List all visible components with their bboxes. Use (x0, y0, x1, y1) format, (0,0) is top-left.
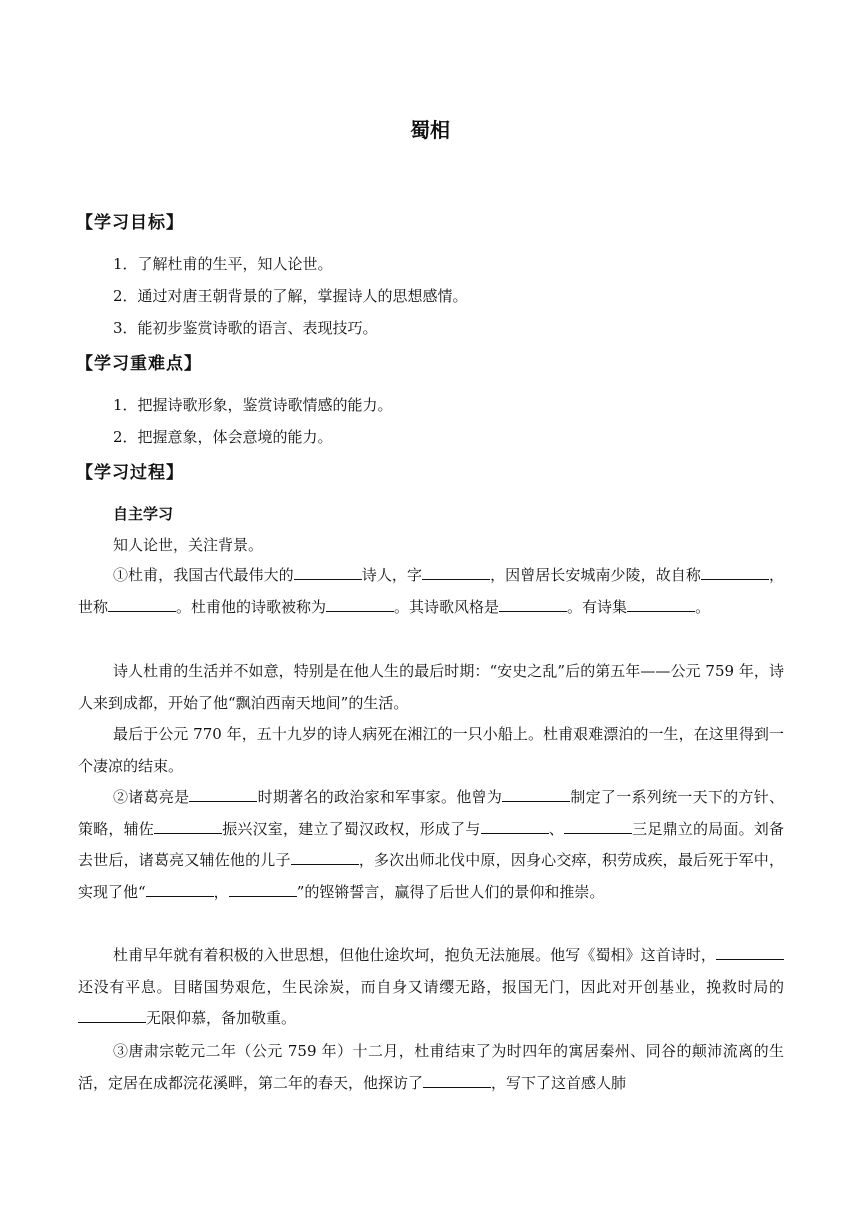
page-title: 蜀相 (410, 118, 450, 142)
fill-blank[interactable] (229, 881, 297, 897)
text-run: ， (213, 882, 229, 901)
text-run: 杜甫早年就有着积极的入世思想，但他仕途坎坷，抱负无法施展。他写《蜀相》这首诗时， (113, 946, 716, 964)
fill-blank[interactable] (146, 881, 214, 897)
section-heading-goals: 【学习目标】 (76, 213, 184, 233)
fill-blank[interactable] (499, 596, 567, 612)
text-run: 三足鼎立的局面。刘备去世后，诸葛亮又辅佐他的儿子 (78, 819, 784, 869)
goal-item: 2．通过对唐王朝背景的了解，掌握诗人的思想感情。 (113, 287, 468, 305)
text-run: ，多次出师北伐中原，因身心交瘁，积劳成疾，最后死于军中，实现了他“ (78, 851, 784, 901)
intro-text: 知人论世，关注背景。 (113, 536, 264, 554)
paragraph-du-fu (78, 560, 784, 623)
fill-blank[interactable] (701, 564, 769, 580)
paragraph-chengdu (78, 1036, 784, 1099)
text-run: ，世称 (78, 566, 784, 616)
text-run: 。 (695, 597, 711, 616)
text-run: ，写下了这首感人肺 (491, 1073, 627, 1092)
paragraph-zhuge-liang (78, 782, 784, 908)
fill-blank[interactable] (294, 564, 362, 580)
section-heading-key-points: 【学习重难点】 (76, 354, 202, 374)
fill-blank[interactable] (716, 944, 784, 960)
goal-item: 1．了解杜甫的生平，知人论世。 (113, 255, 333, 273)
fill-blank[interactable] (422, 564, 490, 580)
subheading-self-study: 自主学习 (113, 505, 174, 523)
fill-blank[interactable] (481, 818, 549, 834)
text-run: ②诸葛亮是 (113, 788, 190, 806)
fill-blank[interactable] (627, 596, 695, 612)
fill-blank[interactable] (291, 849, 359, 865)
text-run: ①杜甫，我国古代最伟大的 (113, 566, 294, 584)
text-run: 诗人，字 (361, 566, 423, 584)
text-run: 还没有平息。目睹国势艰危，生民涂炭，而自身又请缨无路，报国无门，因此对开创基业，挽救时局的 (78, 977, 784, 996)
text-run: 制定了一系列统一天下的方针、策略，辅佐 (78, 788, 784, 838)
text-run: 时期著名的政治家和军事家。他曾为 (257, 788, 503, 806)
text-run: 。有诗集 (567, 597, 628, 616)
text-run: 。杜甫他的诗歌被称为 (176, 597, 327, 616)
fill-blank[interactable] (189, 786, 257, 802)
fill-blank[interactable] (78, 1007, 146, 1023)
section-heading-process: 【学习过程】 (76, 463, 184, 483)
text-run: 振兴汉室，建立了蜀汉政权，形成了与 (222, 819, 481, 838)
fill-blank[interactable] (502, 786, 570, 802)
key-point-item: 2．把握意象，体会意境的能力。 (113, 428, 333, 446)
text-run: 。其诗歌风格是 (394, 597, 500, 616)
text-run: ③唐肃宗乾元二年（公元 759 年）十二月，杜甫结束了为时四年的寓居秦州、同谷的颠沛流离的生活，定居在成都浣花溪畔，第二年的春天，他探访了 (78, 1042, 784, 1092)
fill-blank[interactable] (108, 596, 176, 612)
paragraph-death: 最后于公元 770 年，五十九岁的诗人病死在湘江的一只小船上。杜甫艰难漂泊的一生，在这里得到一个凄凉的结束。 (78, 725, 784, 775)
fill-blank[interactable] (326, 596, 394, 612)
text-run: ，因曾居长安城南少陵，故自称 (490, 566, 701, 584)
fill-blank[interactable] (564, 818, 632, 834)
key-point-item: 1．把握诗歌形象，鉴赏诗歌情感的能力。 (113, 396, 393, 414)
fill-blank[interactable] (423, 1072, 491, 1088)
text-run: 无限仰慕，备加敬重。 (146, 1009, 297, 1027)
paragraph-life: 诗人杜甫的生活并不如意，特别是在他人生的最后时期：“安史之乱”后的第五年——公元 759 年，诗人来到成都，开始了他“飘泊西南天地间”的生活。 (78, 662, 784, 712)
text-run: 、 (548, 819, 564, 838)
paragraph-du-fu-ambition (78, 940, 784, 1035)
goal-item: 3．能初步鉴赏诗歌的语言、表现技巧。 (113, 319, 378, 337)
text-run: ”的铿锵誓言，赢得了后世人们的景仰和推崇。 (296, 882, 605, 901)
fill-blank[interactable] (154, 818, 222, 834)
